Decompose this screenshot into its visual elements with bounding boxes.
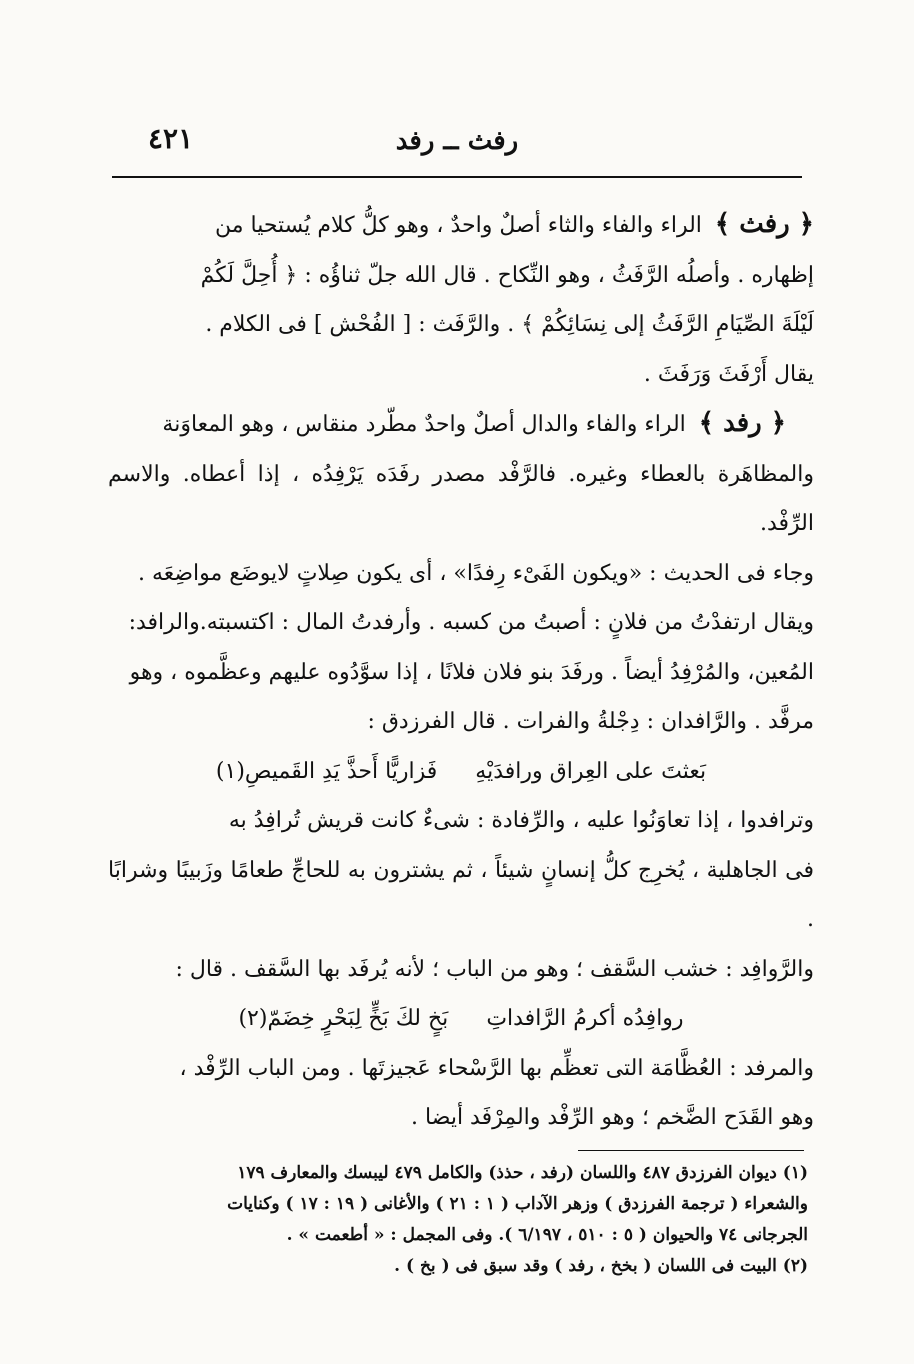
main-text: [108, 200, 814, 1143]
entry-rafad-line-5: المُعين، والمُرْفِدُ أيضاً . ورفَدَ بنو فلان فلانًا ، إذا سوَّدُوه عليهم وعظَّموه ، وهو: [129, 659, 814, 685]
footnotes: [104, 1158, 808, 1282]
entry-head-rafad: ﴿ رفد ﴾: [698, 408, 786, 438]
verse-2-second-hemistich: بَخٍ لكَ بَخٍّ لِبَحْرٍ خِضَمّ(٢): [238, 1006, 449, 1031]
entry-rafad-line-4: ويقال ارتفدْتُ من فلانٍ : أصبتُ من كسبه . وأرفدتُ المال : اكتسبته.والرافد:: [128, 610, 814, 635]
page-number: ٤٢١: [148, 122, 194, 155]
entry-rafad-line-6: مرفَّد . والرَّافدان : دِجْلةُ والفرات . قال الفرزدق :: [367, 709, 814, 734]
entry-rafad-line-11: وهو القَدَح الضَّخم ؛ وهو الرِّفْد والمِرْفَد أيضا .: [411, 1105, 814, 1130]
verse-1-first-hemistich: بَعثتَ على العِراق ورافدَيْهِ: [475, 758, 707, 784]
running-title: رفث ــ رفد: [395, 126, 519, 156]
entry-rafad-line-10: والمرفد : العُظَّامَة التى تعظِّم بها الرَّسْحاء عَجيزتَها . ومن الباب الرِّفْد ،: [179, 1055, 814, 1081]
verse-rawafid: [108, 994, 814, 1044]
entry-rafad-line-8: فى الجاهلية ، يُخرِج كلُّ إنسانٍ شيئاً ، ثم يشترون به للحاجِّ طعامًا وزَبيبًا وشرابًا .: [108, 857, 814, 932]
entry-rafad-line-2: والمظاهَرة بالعطاء وغيره. فالرَّفْد مصدر رفَدَه يَرْفِدُه ، إذا أعطاه. والاسم الرِّفْد.: [108, 461, 814, 536]
entry-rafath-line-3: لَيْلَةَ الصِّيَامِ الرَّفَثُ إلى نِسَائِكُمْ ﴾ . والرَّفَث : [ الفُحْش ] فى الكلام .: [205, 312, 814, 337]
footnote-line-2: والشعراء ( ترجمة الفرزدق ) وزهر الآداب ( ١ : ٢١ ) والأغانى ( ١٩ : ١٧ ) وكنايات: [227, 1194, 808, 1214]
page-header: [112, 122, 802, 172]
footnote-rule: [578, 1150, 804, 1151]
entry-rafad-line-7: وترافدوا ، إذا تعاوَنُوا عليه ، والرِّفادة : شىءٌ كانت قريش تُرافِدُ به: [228, 808, 814, 833]
entry-rafath-line-1: ﴿ رفث ﴾ الراء والفاء والثاء أصلٌ واحدٌ ، وهو كلُّ كلام يُستحيا من: [214, 209, 814, 239]
entry-rafad-line-3: وجاء فى الحديث : «ويكون الفَىْء رِفدًا» ، أى يكون صِلاتٍ لايوضَع مواضِعَه .: [137, 560, 814, 586]
verse-2-first-hemistich: روافِدُه أكرمُ الرَّافداتِ: [486, 1006, 684, 1031]
footnote-line-1: (١) ديوان الفرزدق ٤٨٧ واللسان (رفد ، حذذ) والكامل ٤٧٩ ليبسك والمعارف ١٧٩: [237, 1163, 808, 1183]
entry-head-rafath: ﴿ رفث ﴾: [714, 209, 814, 239]
verse-farazdaq: [108, 747, 814, 797]
verse-1-second-hemistich: فَزاريًّا أَحذَّ يَدِ القَميصِ(١): [215, 758, 438, 784]
entry-rafath-line-2: إظهاره . وأصلُه الرَّفَثُ ، وهو النِّكاح . قال الله جلّ ثناؤُه : ﴿ أُحِلَّ لَكُمْ: [200, 262, 814, 288]
footnote-line-4: (٢) البيت فى اللسان ( بخخ ، رفد ) وقد سبق فى ( بخ ) .: [394, 1256, 808, 1276]
entry-rafad-line-9: والرَّوافِد : خشب السَّقف ؛ وهو من الباب ؛ لأنه يُرفَد بها السَّقف . قال :: [175, 956, 814, 982]
footnote-line-3: الجرجانى ٧٤ والحيوان ( ٥ : ٥١٠ ، ٦/١٩٧ ). وفى المجمل : « أطعمت » .: [286, 1225, 808, 1245]
header-rule: [112, 176, 802, 178]
entry-rafath-line-4: يقال أَرْفَثَ وَرَفَثَ .: [643, 361, 814, 387]
entry-rafad-line-1: ﴿ رفد ﴾ الراء والفاء والدال أصلٌ واحدٌ مطّرد منقاس ، وهو المعاوَنة: [162, 408, 786, 438]
